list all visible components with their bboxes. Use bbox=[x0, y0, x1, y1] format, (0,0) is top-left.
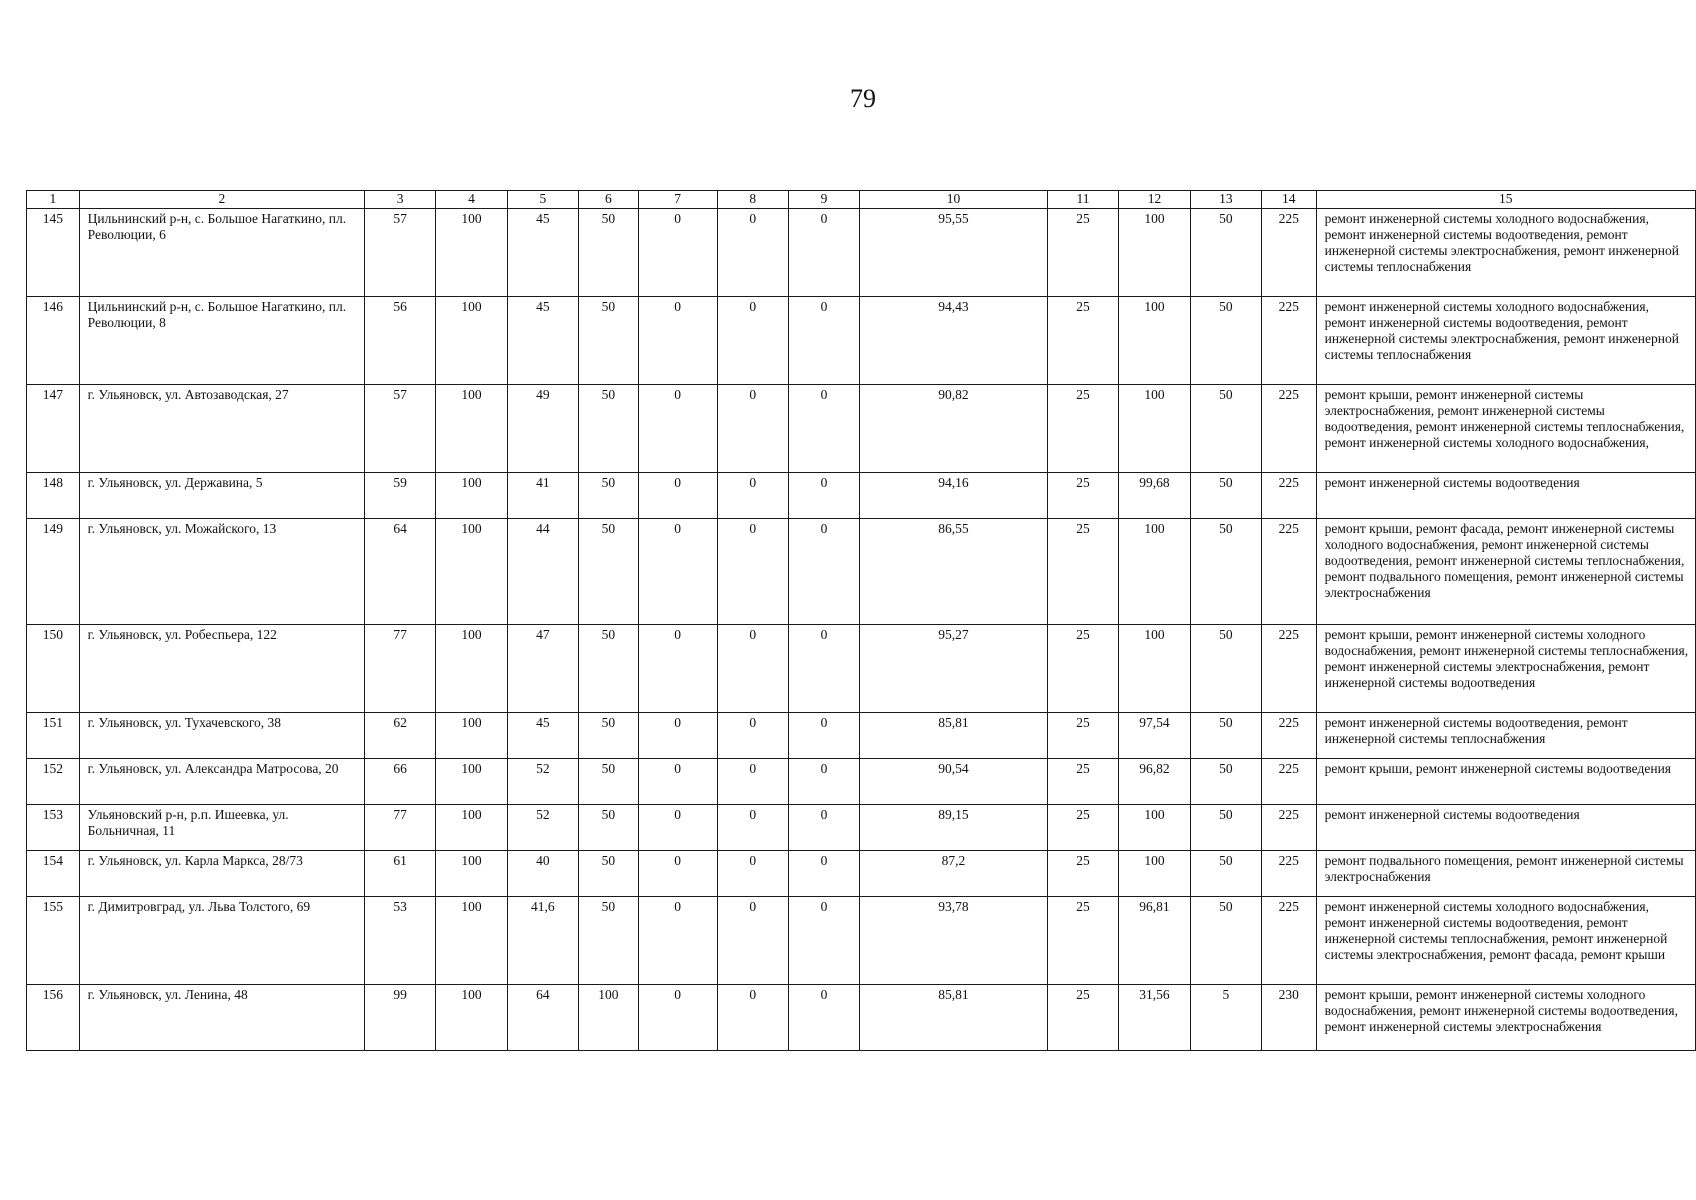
cell-value: 57 bbox=[364, 385, 435, 473]
cell-value: 85,81 bbox=[860, 985, 1048, 1051]
cell-value: 50 bbox=[579, 851, 639, 897]
cell-address: г. Ульяновск, ул. Можайского, 13 bbox=[79, 519, 364, 625]
table-row bbox=[27, 805, 1696, 851]
cell-row-number: 151 bbox=[27, 713, 80, 759]
cell-value: 225 bbox=[1261, 759, 1316, 805]
cell-address: г. Ульяновск, ул. Тухачевского, 38 bbox=[79, 713, 364, 759]
cell-value: 0 bbox=[788, 897, 859, 985]
cell-value: 99,68 bbox=[1119, 473, 1191, 519]
cell-value: 0 bbox=[638, 985, 717, 1051]
cell-value: 45 bbox=[507, 713, 578, 759]
cell-row-number: 154 bbox=[27, 851, 80, 897]
cell-value: 100 bbox=[436, 805, 507, 851]
cell-value: 225 bbox=[1261, 519, 1316, 625]
cell-value: 0 bbox=[717, 851, 788, 897]
cell-value: 87,2 bbox=[860, 851, 1048, 897]
cell-value: 225 bbox=[1261, 851, 1316, 897]
cell-value: 0 bbox=[717, 897, 788, 985]
table-row bbox=[27, 851, 1696, 897]
cell-row-number: 145 bbox=[27, 209, 80, 297]
cell-value: 225 bbox=[1261, 297, 1316, 385]
cell-value: 97,54 bbox=[1119, 713, 1191, 759]
cell-value: 45 bbox=[507, 297, 578, 385]
cell-value: 0 bbox=[717, 713, 788, 759]
cell-value: 47 bbox=[507, 625, 578, 713]
cell-value: 25 bbox=[1047, 625, 1118, 713]
cell-value: 50 bbox=[579, 209, 639, 297]
cell-value: 90,54 bbox=[860, 759, 1048, 805]
cell-value: 41 bbox=[507, 473, 578, 519]
cell-value: 50 bbox=[579, 713, 639, 759]
cell-value: 52 bbox=[507, 805, 578, 851]
header-cell: 2 bbox=[79, 191, 364, 209]
cell-value: 25 bbox=[1047, 759, 1118, 805]
cell-address: г. Ульяновск, ул. Ленина, 48 bbox=[79, 985, 364, 1051]
cell-value: 0 bbox=[788, 519, 859, 625]
cell-value: 225 bbox=[1261, 385, 1316, 473]
cell-value: 25 bbox=[1047, 209, 1118, 297]
cell-value: 0 bbox=[638, 519, 717, 625]
cell-value: 0 bbox=[717, 759, 788, 805]
cell-value: 100 bbox=[1119, 519, 1191, 625]
cell-value: 96,81 bbox=[1119, 897, 1191, 985]
cell-value: 100 bbox=[1119, 385, 1191, 473]
cell-value: 50 bbox=[579, 805, 639, 851]
cell-works: ремонт инженерной системы водоотведения bbox=[1316, 473, 1695, 519]
cell-value: 49 bbox=[507, 385, 578, 473]
cell-row-number: 148 bbox=[27, 473, 80, 519]
cell-value: 100 bbox=[436, 713, 507, 759]
cell-value: 100 bbox=[436, 385, 507, 473]
cell-value: 0 bbox=[717, 519, 788, 625]
cell-value: 66 bbox=[364, 759, 435, 805]
cell-value: 100 bbox=[436, 897, 507, 985]
cell-value: 100 bbox=[1119, 209, 1191, 297]
cell-value: 5 bbox=[1190, 985, 1261, 1051]
cell-value: 100 bbox=[436, 625, 507, 713]
cell-works: ремонт крыши, ремонт инженерной системы холодного водоснабжения, ремонт инженерной системы теплоснабжения, ремонт инженерной системы электроснабжения, ремонт инженерной системы водоотведения bbox=[1316, 625, 1695, 713]
cell-value: 50 bbox=[1190, 625, 1261, 713]
cell-address: г. Ульяновск, ул. Карла Маркса, 28/73 bbox=[79, 851, 364, 897]
cell-value: 0 bbox=[788, 851, 859, 897]
cell-value: 0 bbox=[638, 625, 717, 713]
cell-value: 0 bbox=[638, 209, 717, 297]
cell-row-number: 150 bbox=[27, 625, 80, 713]
cell-value: 50 bbox=[579, 385, 639, 473]
cell-address: г. Ульяновск, ул. Державина, 5 bbox=[79, 473, 364, 519]
cell-address: г. Димитровград, ул. Льва Толстого, 69 bbox=[79, 897, 364, 985]
table-row bbox=[27, 297, 1696, 385]
cell-value: 31,56 bbox=[1119, 985, 1191, 1051]
cell-value: 50 bbox=[1190, 519, 1261, 625]
cell-value: 59 bbox=[364, 473, 435, 519]
cell-value: 100 bbox=[1119, 625, 1191, 713]
cell-works: ремонт инженерной системы холодного водоснабжения, ремонт инженерной системы водоотведения, ремонт инженерной системы электроснабжения, ремонт инженерной системы теплоснабжения bbox=[1316, 297, 1695, 385]
cell-row-number: 146 bbox=[27, 297, 80, 385]
cell-value: 100 bbox=[436, 473, 507, 519]
cell-works: ремонт инженерной системы водоотведения bbox=[1316, 805, 1695, 851]
cell-value: 45 bbox=[507, 209, 578, 297]
cell-value: 230 bbox=[1261, 985, 1316, 1051]
cell-value: 50 bbox=[1190, 209, 1261, 297]
header-cell: 10 bbox=[860, 191, 1048, 209]
header-cell: 4 bbox=[436, 191, 507, 209]
cell-value: 100 bbox=[1119, 297, 1191, 385]
cell-value: 93,78 bbox=[860, 897, 1048, 985]
cell-value: 50 bbox=[1190, 851, 1261, 897]
header-cell: 7 bbox=[638, 191, 717, 209]
cell-value: 62 bbox=[364, 713, 435, 759]
header-cell: 8 bbox=[717, 191, 788, 209]
cell-value: 0 bbox=[638, 713, 717, 759]
header-cell: 1 bbox=[27, 191, 80, 209]
cell-value: 64 bbox=[507, 985, 578, 1051]
header-row bbox=[27, 191, 1696, 209]
cell-value: 100 bbox=[1119, 805, 1191, 851]
cell-value: 0 bbox=[638, 805, 717, 851]
table-row bbox=[27, 473, 1696, 519]
cell-works: ремонт инженерной системы водоотведения, ремонт инженерной системы теплоснабжения bbox=[1316, 713, 1695, 759]
cell-value: 225 bbox=[1261, 209, 1316, 297]
table-row bbox=[27, 713, 1696, 759]
cell-value: 99 bbox=[364, 985, 435, 1051]
cell-value: 25 bbox=[1047, 385, 1118, 473]
cell-works: ремонт крыши, ремонт инженерной системы холодного водоснабжения, ремонт инженерной системы водоотведения, ремонт инженерной системы электроснабжения bbox=[1316, 985, 1695, 1051]
cell-value: 50 bbox=[579, 759, 639, 805]
cell-value: 86,55 bbox=[860, 519, 1048, 625]
cell-value: 0 bbox=[717, 473, 788, 519]
cell-works: ремонт инженерной системы холодного водоснабжения, ремонт инженерной системы водоотведения, ремонт инженерной системы электроснабжения, ремонт инженерной системы теплоснабжения bbox=[1316, 209, 1695, 297]
cell-address: Ульяновский р-н, р.п. Ишеевка, ул. Больничная, 11 bbox=[79, 805, 364, 851]
cell-value: 94,43 bbox=[860, 297, 1048, 385]
cell-value: 100 bbox=[436, 297, 507, 385]
cell-value: 50 bbox=[1190, 805, 1261, 851]
cell-value: 0 bbox=[638, 473, 717, 519]
cell-value: 0 bbox=[717, 985, 788, 1051]
page-number: 79 bbox=[850, 84, 876, 113]
cell-value: 50 bbox=[1190, 473, 1261, 519]
cell-value: 96,82 bbox=[1119, 759, 1191, 805]
cell-value: 0 bbox=[717, 385, 788, 473]
data-table bbox=[26, 190, 1696, 1051]
cell-value: 50 bbox=[579, 519, 639, 625]
cell-row-number: 152 bbox=[27, 759, 80, 805]
cell-value: 0 bbox=[638, 897, 717, 985]
cell-value: 95,55 bbox=[860, 209, 1048, 297]
cell-value: 25 bbox=[1047, 473, 1118, 519]
table-body bbox=[27, 209, 1696, 1051]
cell-address: г. Ульяновск, ул. Автозаводская, 27 bbox=[79, 385, 364, 473]
cell-value: 52 bbox=[507, 759, 578, 805]
header-cell: 6 bbox=[579, 191, 639, 209]
cell-value: 50 bbox=[579, 297, 639, 385]
cell-value: 61 bbox=[364, 851, 435, 897]
header-cell: 3 bbox=[364, 191, 435, 209]
cell-value: 56 bbox=[364, 297, 435, 385]
cell-value: 225 bbox=[1261, 473, 1316, 519]
cell-value: 53 bbox=[364, 897, 435, 985]
cell-address: Цильнинский р-н, с. Большое Нагаткино, пл. Революции, 8 bbox=[79, 297, 364, 385]
cell-value: 0 bbox=[788, 985, 859, 1051]
cell-works: ремонт крыши, ремонт фасада, ремонт инженерной системы холодного водоснабжения, ремонт инженерной системы водоотведения, ремонт инженерной системы теплоснабжения, ремонт подвального помещения, ремонт инженерной системы электроснабжения bbox=[1316, 519, 1695, 625]
cell-value: 0 bbox=[788, 473, 859, 519]
cell-value: 57 bbox=[364, 209, 435, 297]
cell-value: 44 bbox=[507, 519, 578, 625]
cell-value: 50 bbox=[1190, 759, 1261, 805]
cell-value: 0 bbox=[788, 297, 859, 385]
table-row bbox=[27, 209, 1696, 297]
cell-works: ремонт крыши, ремонт инженерной системы электроснабжения, ремонт инженерной системы водоотведения, ремонт инженерной системы теплоснабжения, ремонт инженерной системы холодного водоснабжения, bbox=[1316, 385, 1695, 473]
header-cell: 15 bbox=[1316, 191, 1695, 209]
cell-value: 25 bbox=[1047, 805, 1118, 851]
cell-value: 25 bbox=[1047, 713, 1118, 759]
cell-works: ремонт подвального помещения, ремонт инженерной системы электроснабжения bbox=[1316, 851, 1695, 897]
cell-value: 0 bbox=[638, 851, 717, 897]
cell-value: 0 bbox=[717, 209, 788, 297]
cell-value: 77 bbox=[364, 625, 435, 713]
cell-value: 100 bbox=[436, 519, 507, 625]
cell-value: 25 bbox=[1047, 851, 1118, 897]
cell-value: 0 bbox=[788, 385, 859, 473]
cell-value: 0 bbox=[788, 209, 859, 297]
header-cell: 5 bbox=[507, 191, 578, 209]
cell-value: 225 bbox=[1261, 625, 1316, 713]
cell-value: 0 bbox=[788, 805, 859, 851]
cell-row-number: 147 bbox=[27, 385, 80, 473]
header-cell: 14 bbox=[1261, 191, 1316, 209]
cell-value: 25 bbox=[1047, 297, 1118, 385]
cell-works: ремонт крыши, ремонт инженерной системы водоотведения bbox=[1316, 759, 1695, 805]
cell-value: 100 bbox=[1119, 851, 1191, 897]
cell-value: 100 bbox=[436, 851, 507, 897]
cell-value: 25 bbox=[1047, 897, 1118, 985]
cell-value: 0 bbox=[788, 625, 859, 713]
table-row bbox=[27, 519, 1696, 625]
header-cell: 12 bbox=[1119, 191, 1191, 209]
cell-row-number: 153 bbox=[27, 805, 80, 851]
cell-value: 225 bbox=[1261, 805, 1316, 851]
cell-value: 225 bbox=[1261, 713, 1316, 759]
cell-row-number: 155 bbox=[27, 897, 80, 985]
cell-value: 25 bbox=[1047, 519, 1118, 625]
cell-value: 0 bbox=[638, 759, 717, 805]
cell-value: 85,81 bbox=[860, 713, 1048, 759]
cell-value: 0 bbox=[638, 385, 717, 473]
cell-value: 50 bbox=[1190, 385, 1261, 473]
cell-value: 94,16 bbox=[860, 473, 1048, 519]
cell-value: 0 bbox=[717, 805, 788, 851]
header-cell: 9 bbox=[788, 191, 859, 209]
header-cell: 11 bbox=[1047, 191, 1118, 209]
cell-value: 89,15 bbox=[860, 805, 1048, 851]
cell-value: 50 bbox=[579, 897, 639, 985]
cell-value: 100 bbox=[579, 985, 639, 1051]
cell-value: 95,27 bbox=[860, 625, 1048, 713]
cell-address: Цильнинский р-н, с. Большое Нагаткино, пл. Революции, 6 bbox=[79, 209, 364, 297]
cell-value: 100 bbox=[436, 985, 507, 1051]
table-row bbox=[27, 759, 1696, 805]
cell-value: 50 bbox=[1190, 297, 1261, 385]
cell-value: 0 bbox=[717, 297, 788, 385]
cell-value: 0 bbox=[638, 297, 717, 385]
cell-value: 77 bbox=[364, 805, 435, 851]
cell-value: 0 bbox=[788, 713, 859, 759]
cell-value: 40 bbox=[507, 851, 578, 897]
cell-value: 50 bbox=[1190, 713, 1261, 759]
cell-value: 0 bbox=[788, 759, 859, 805]
cell-value: 41,6 bbox=[507, 897, 578, 985]
table-row bbox=[27, 985, 1696, 1051]
table-row bbox=[27, 625, 1696, 713]
cell-value: 100 bbox=[436, 209, 507, 297]
cell-value: 64 bbox=[364, 519, 435, 625]
cell-value: 50 bbox=[579, 625, 639, 713]
cell-value: 0 bbox=[717, 625, 788, 713]
cell-value: 25 bbox=[1047, 985, 1118, 1051]
cell-value: 50 bbox=[1190, 897, 1261, 985]
header-cell: 13 bbox=[1190, 191, 1261, 209]
cell-works: ремонт инженерной системы холодного водоснабжения, ремонт инженерной системы водоотведения, ремонт инженерной системы теплоснабжения, ремонт инженерной системы электроснабжения, ремонт фасада, ремонт крыши bbox=[1316, 897, 1695, 985]
cell-address: г. Ульяновск, ул. Александра Матросова, 20 bbox=[79, 759, 364, 805]
cell-value: 90,82 bbox=[860, 385, 1048, 473]
cell-row-number: 149 bbox=[27, 519, 80, 625]
cell-row-number: 156 bbox=[27, 985, 80, 1051]
cell-value: 50 bbox=[579, 473, 639, 519]
table-row bbox=[27, 385, 1696, 473]
cell-value: 100 bbox=[436, 759, 507, 805]
table-row bbox=[27, 897, 1696, 985]
cell-address: г. Ульяновск, ул. Робеспьера, 122 bbox=[79, 625, 364, 713]
cell-value: 225 bbox=[1261, 897, 1316, 985]
